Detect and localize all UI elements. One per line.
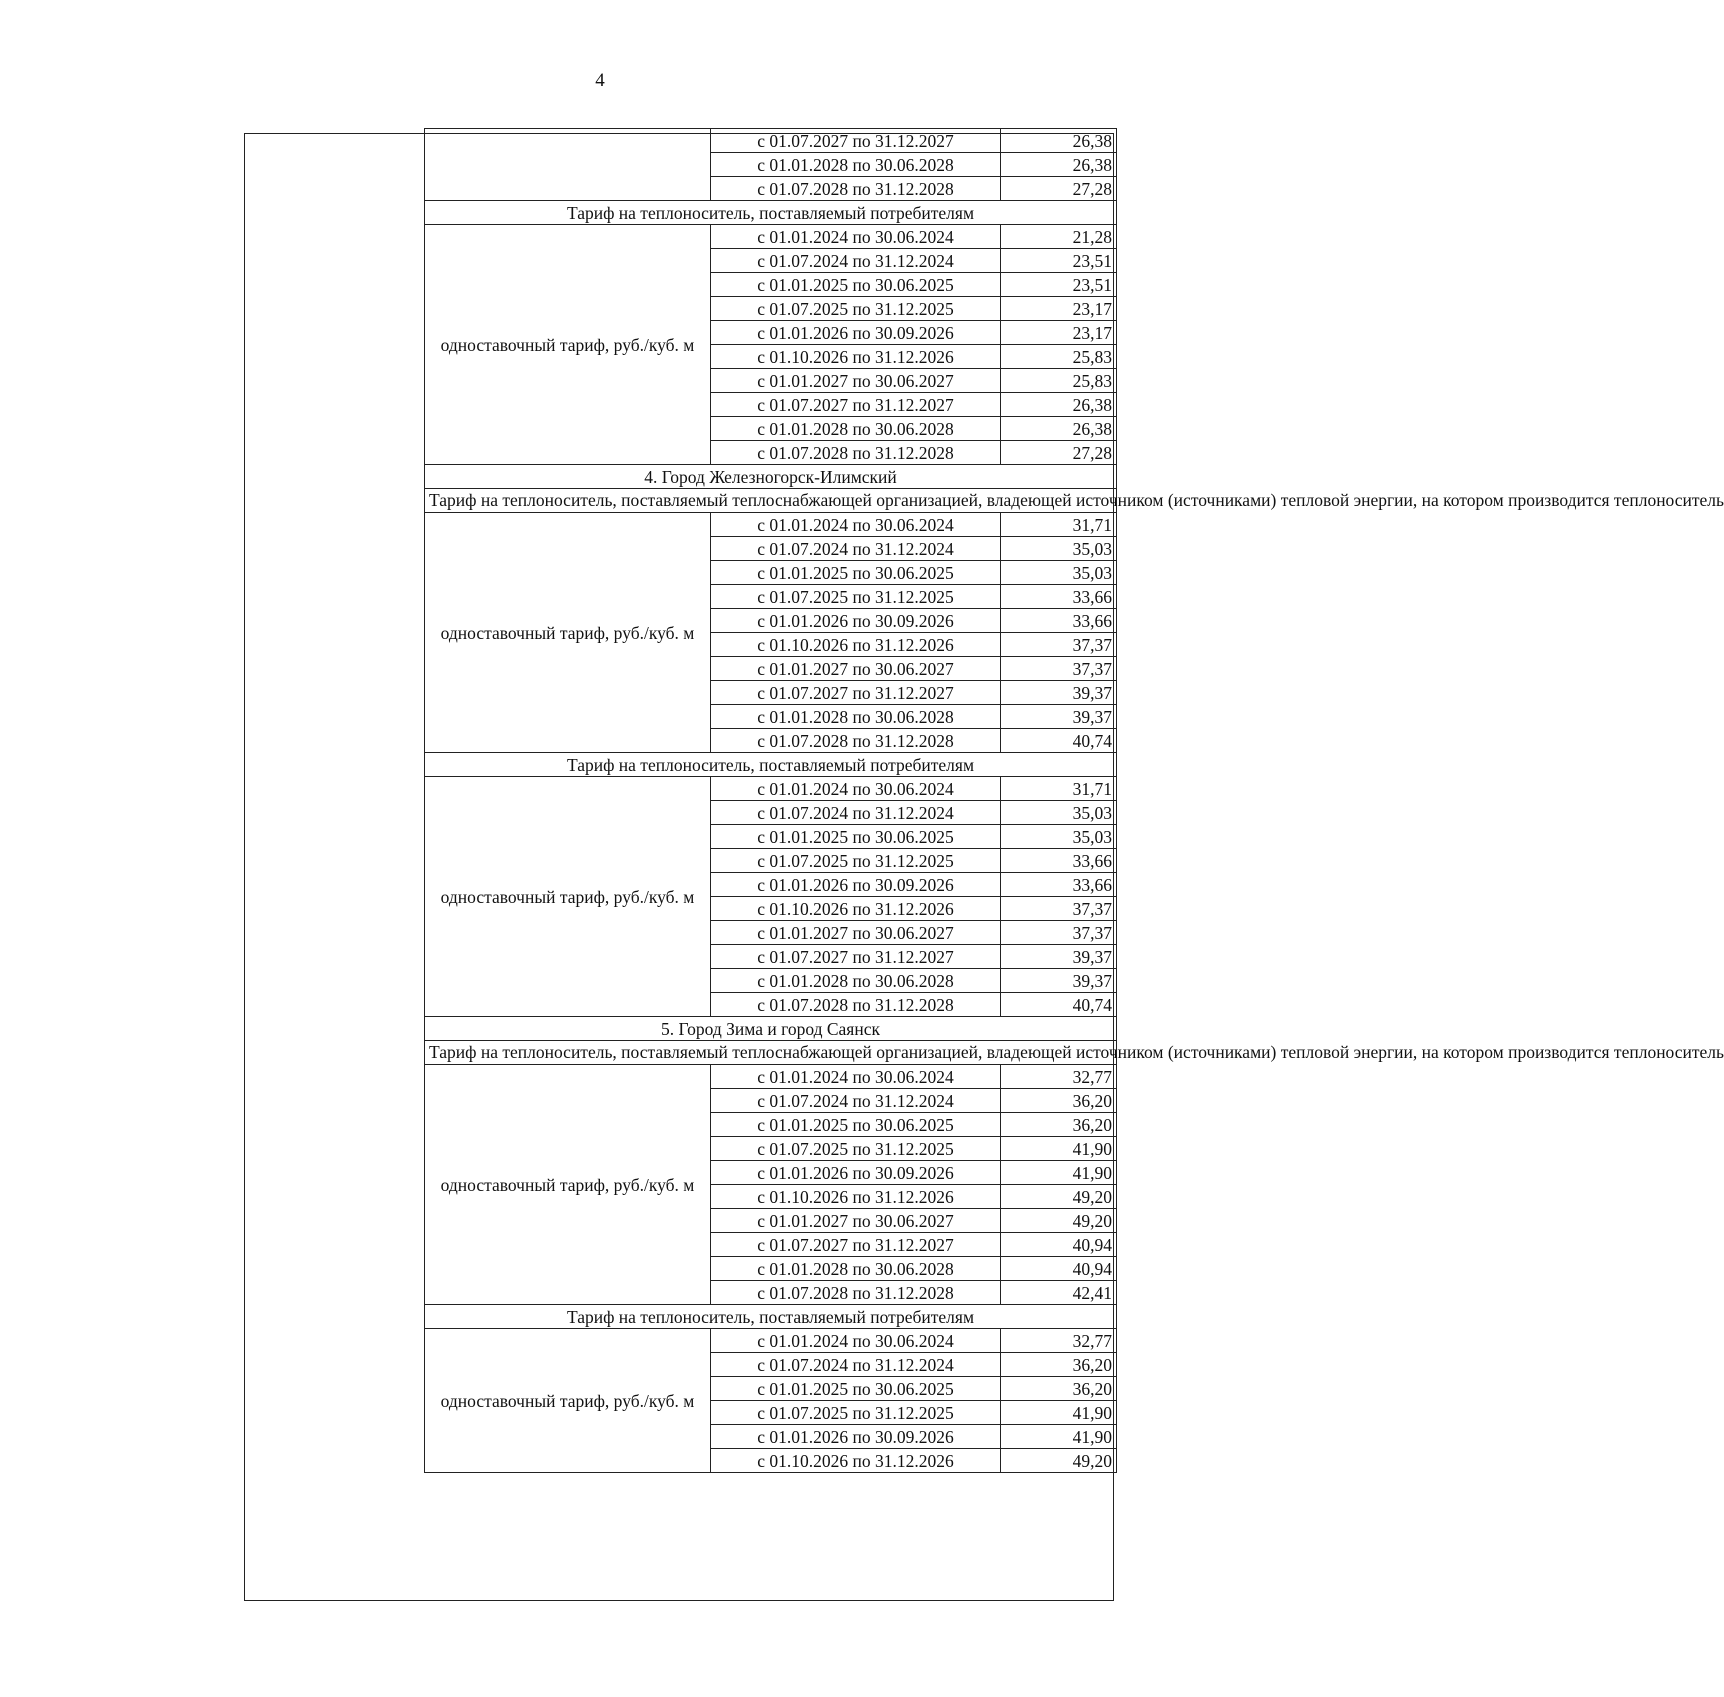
- subsection-header-row: [425, 753, 1117, 777]
- empty-label-cell: [425, 129, 711, 201]
- value-cell: 35,03: [1001, 825, 1117, 849]
- value-cell: 26,38: [1001, 417, 1117, 441]
- period-cell: с 01.01.2026 по 30.09.2026: [711, 609, 1001, 633]
- subsection-header-row: [425, 489, 1117, 513]
- value-cell: 40,74: [1001, 729, 1117, 753]
- value-cell: 26,38: [1001, 153, 1117, 177]
- period-cell: с 01.01.2027 по 30.06.2027: [711, 657, 1001, 681]
- value-cell: 36,20: [1001, 1113, 1117, 1137]
- table-row: [425, 513, 1117, 537]
- value-cell: 41,90: [1001, 1401, 1117, 1425]
- subsection-header: Тариф на теплоноситель, поставляемый теплоснабжающей организацией, владеющей источником (источниками) тепловой энергии, на котором производится теплоноситель: [425, 489, 1117, 513]
- value-cell: 31,71: [1001, 777, 1117, 801]
- tariff-label: одноставочный тариф, руб./куб. м: [425, 777, 711, 1017]
- period-cell: с 01.01.2026 по 30.09.2026: [711, 321, 1001, 345]
- value-cell: 23,51: [1001, 273, 1117, 297]
- value-cell: 35,03: [1001, 801, 1117, 825]
- period-cell: с 01.07.2025 по 31.12.2025: [711, 1137, 1001, 1161]
- period-cell: с 01.07.2027 по 31.12.2027: [711, 393, 1001, 417]
- period-cell: с 01.07.2025 по 31.12.2025: [711, 849, 1001, 873]
- subsection-header: Тариф на теплоноситель, поставляемый теплоснабжающей организацией, владеющей источником (источниками) тепловой энергии, на котором производится теплоноситель: [425, 1041, 1117, 1065]
- period-cell: с 01.07.2028 по 31.12.2028: [711, 441, 1001, 465]
- period-cell: с 01.07.2027 по 31.12.2027: [711, 1233, 1001, 1257]
- value-cell: 49,20: [1001, 1209, 1117, 1233]
- period-cell: с 01.07.2028 по 31.12.2028: [711, 177, 1001, 201]
- period-cell: с 01.10.2026 по 31.12.2026: [711, 633, 1001, 657]
- value-cell: 40,94: [1001, 1257, 1117, 1281]
- section-title: 5. Город Зима и город Саянск: [425, 1017, 1117, 1041]
- value-cell: 41,90: [1001, 1161, 1117, 1185]
- value-cell: 23,17: [1001, 321, 1117, 345]
- value-cell: 41,90: [1001, 1137, 1117, 1161]
- subsection-header-row: [425, 1041, 1117, 1065]
- tariff-label: одноставочный тариф, руб./куб. м: [425, 1065, 711, 1305]
- period-cell: с 01.10.2026 по 31.12.2026: [711, 1449, 1001, 1473]
- subsection-header: Тариф на теплоноситель, поставляемый потребителям: [425, 201, 1117, 225]
- period-cell: с 01.01.2025 по 30.06.2025: [711, 561, 1001, 585]
- period-cell: с 01.01.2028 по 30.06.2028: [711, 153, 1001, 177]
- period-cell: с 01.01.2027 по 30.06.2027: [711, 369, 1001, 393]
- table-row: [425, 1065, 1117, 1089]
- value-cell: 37,37: [1001, 633, 1117, 657]
- period-cell: с 01.07.2025 по 31.12.2025: [711, 585, 1001, 609]
- value-cell: 33,66: [1001, 585, 1117, 609]
- value-cell: 39,37: [1001, 681, 1117, 705]
- period-cell: с 01.10.2026 по 31.12.2026: [711, 897, 1001, 921]
- value-cell: 39,37: [1001, 945, 1117, 969]
- value-cell: 25,83: [1001, 345, 1117, 369]
- period-cell: с 01.07.2024 по 31.12.2024: [711, 801, 1001, 825]
- table-row: [425, 777, 1117, 801]
- value-cell: 40,74: [1001, 993, 1117, 1017]
- table-row: [425, 1329, 1117, 1353]
- table-row: [425, 129, 1117, 153]
- period-cell: с 01.01.2025 по 30.06.2025: [711, 825, 1001, 849]
- value-cell: 49,20: [1001, 1449, 1117, 1473]
- tariff-label: одноставочный тариф, руб./куб. м: [425, 513, 711, 753]
- period-cell: с 01.07.2027 по 31.12.2027: [711, 945, 1001, 969]
- period-cell: с 01.01.2026 по 30.09.2026: [711, 873, 1001, 897]
- period-cell: с 01.01.2025 по 30.06.2025: [711, 1113, 1001, 1137]
- period-cell: с 01.07.2024 по 31.12.2024: [711, 249, 1001, 273]
- period-cell: с 01.01.2024 по 30.06.2024: [711, 777, 1001, 801]
- period-cell: с 01.01.2024 по 30.06.2024: [711, 1065, 1001, 1089]
- value-cell: 40,94: [1001, 1233, 1117, 1257]
- table-row: [425, 225, 1117, 249]
- period-cell: с 01.01.2024 по 30.06.2024: [711, 513, 1001, 537]
- value-cell: 36,20: [1001, 1377, 1117, 1401]
- tariff-table-container: [424, 128, 1724, 1473]
- tariff-label: одноставочный тариф, руб./куб. м: [425, 1329, 711, 1473]
- period-cell: с 01.10.2026 по 31.12.2026: [711, 345, 1001, 369]
- subsection-header: Тариф на теплоноситель, поставляемый потребителям: [425, 753, 1117, 777]
- value-cell: 35,03: [1001, 537, 1117, 561]
- value-cell: 33,66: [1001, 609, 1117, 633]
- period-cell: с 01.07.2024 по 31.12.2024: [711, 537, 1001, 561]
- value-cell: 27,28: [1001, 441, 1117, 465]
- period-cell: с 01.01.2025 по 30.06.2025: [711, 273, 1001, 297]
- period-cell: с 01.01.2026 по 30.09.2026: [711, 1425, 1001, 1449]
- period-cell: с 01.07.2028 по 31.12.2028: [711, 1281, 1001, 1305]
- value-cell: 26,38: [1001, 129, 1117, 153]
- value-cell: 33,66: [1001, 849, 1117, 873]
- value-cell: 39,37: [1001, 705, 1117, 729]
- period-cell: с 01.07.2027 по 31.12.2027: [711, 681, 1001, 705]
- tariff-table: [424, 128, 1724, 1473]
- period-cell: с 01.07.2027 по 31.12.2027: [711, 129, 1001, 153]
- period-cell: с 01.01.2028 по 30.06.2028: [711, 969, 1001, 993]
- subsection-header: Тариф на теплоноситель, поставляемый потребителям: [425, 1305, 1117, 1329]
- value-cell: 39,37: [1001, 969, 1117, 993]
- value-cell: 32,77: [1001, 1065, 1117, 1089]
- value-cell: 37,37: [1001, 657, 1117, 681]
- value-cell: 42,41: [1001, 1281, 1117, 1305]
- section-title: 4. Город Железногорск-Илимский: [425, 465, 1117, 489]
- period-cell: с 01.01.2026 по 30.09.2026: [711, 1161, 1001, 1185]
- subsection-header-row: [425, 1305, 1117, 1329]
- period-cell: с 01.01.2027 по 30.06.2027: [711, 1209, 1001, 1233]
- value-cell: 21,28: [1001, 225, 1117, 249]
- period-cell: с 01.01.2025 по 30.06.2025: [711, 1377, 1001, 1401]
- section-title-row: [425, 1017, 1117, 1041]
- period-cell: с 01.01.2028 по 30.06.2028: [711, 417, 1001, 441]
- value-cell: 26,38: [1001, 393, 1117, 417]
- value-cell: 27,28: [1001, 177, 1117, 201]
- value-cell: 49,20: [1001, 1185, 1117, 1209]
- value-cell: 36,20: [1001, 1089, 1117, 1113]
- value-cell: 41,90: [1001, 1425, 1117, 1449]
- value-cell: 37,37: [1001, 897, 1117, 921]
- period-cell: с 01.07.2024 по 31.12.2024: [711, 1089, 1001, 1113]
- period-cell: с 01.01.2024 по 30.06.2024: [711, 225, 1001, 249]
- value-cell: 33,66: [1001, 873, 1117, 897]
- value-cell: 32,77: [1001, 1329, 1117, 1353]
- period-cell: с 01.07.2024 по 31.12.2024: [711, 1353, 1001, 1377]
- period-cell: с 01.01.2024 по 30.06.2024: [711, 1329, 1001, 1353]
- value-cell: 23,17: [1001, 297, 1117, 321]
- value-cell: 35,03: [1001, 561, 1117, 585]
- page-number: 4: [595, 70, 605, 91]
- period-cell: с 01.07.2025 по 31.12.2025: [711, 297, 1001, 321]
- period-cell: с 01.07.2028 по 31.12.2028: [711, 993, 1001, 1017]
- period-cell: с 01.07.2025 по 31.12.2025: [711, 1401, 1001, 1425]
- value-cell: 37,37: [1001, 921, 1117, 945]
- period-cell: с 01.01.2027 по 30.06.2027: [711, 921, 1001, 945]
- value-cell: 31,71: [1001, 513, 1117, 537]
- period-cell: с 01.01.2028 по 30.06.2028: [711, 1257, 1001, 1281]
- subsection-header-row: [425, 201, 1117, 225]
- section-title-row: [425, 465, 1117, 489]
- tariff-label: одноставочный тариф, руб./куб. м: [425, 225, 711, 465]
- period-cell: с 01.07.2028 по 31.12.2028: [711, 729, 1001, 753]
- value-cell: 36,20: [1001, 1353, 1117, 1377]
- value-cell: 23,51: [1001, 249, 1117, 273]
- period-cell: с 01.01.2028 по 30.06.2028: [711, 705, 1001, 729]
- value-cell: 25,83: [1001, 369, 1117, 393]
- period-cell: с 01.10.2026 по 31.12.2026: [711, 1185, 1001, 1209]
